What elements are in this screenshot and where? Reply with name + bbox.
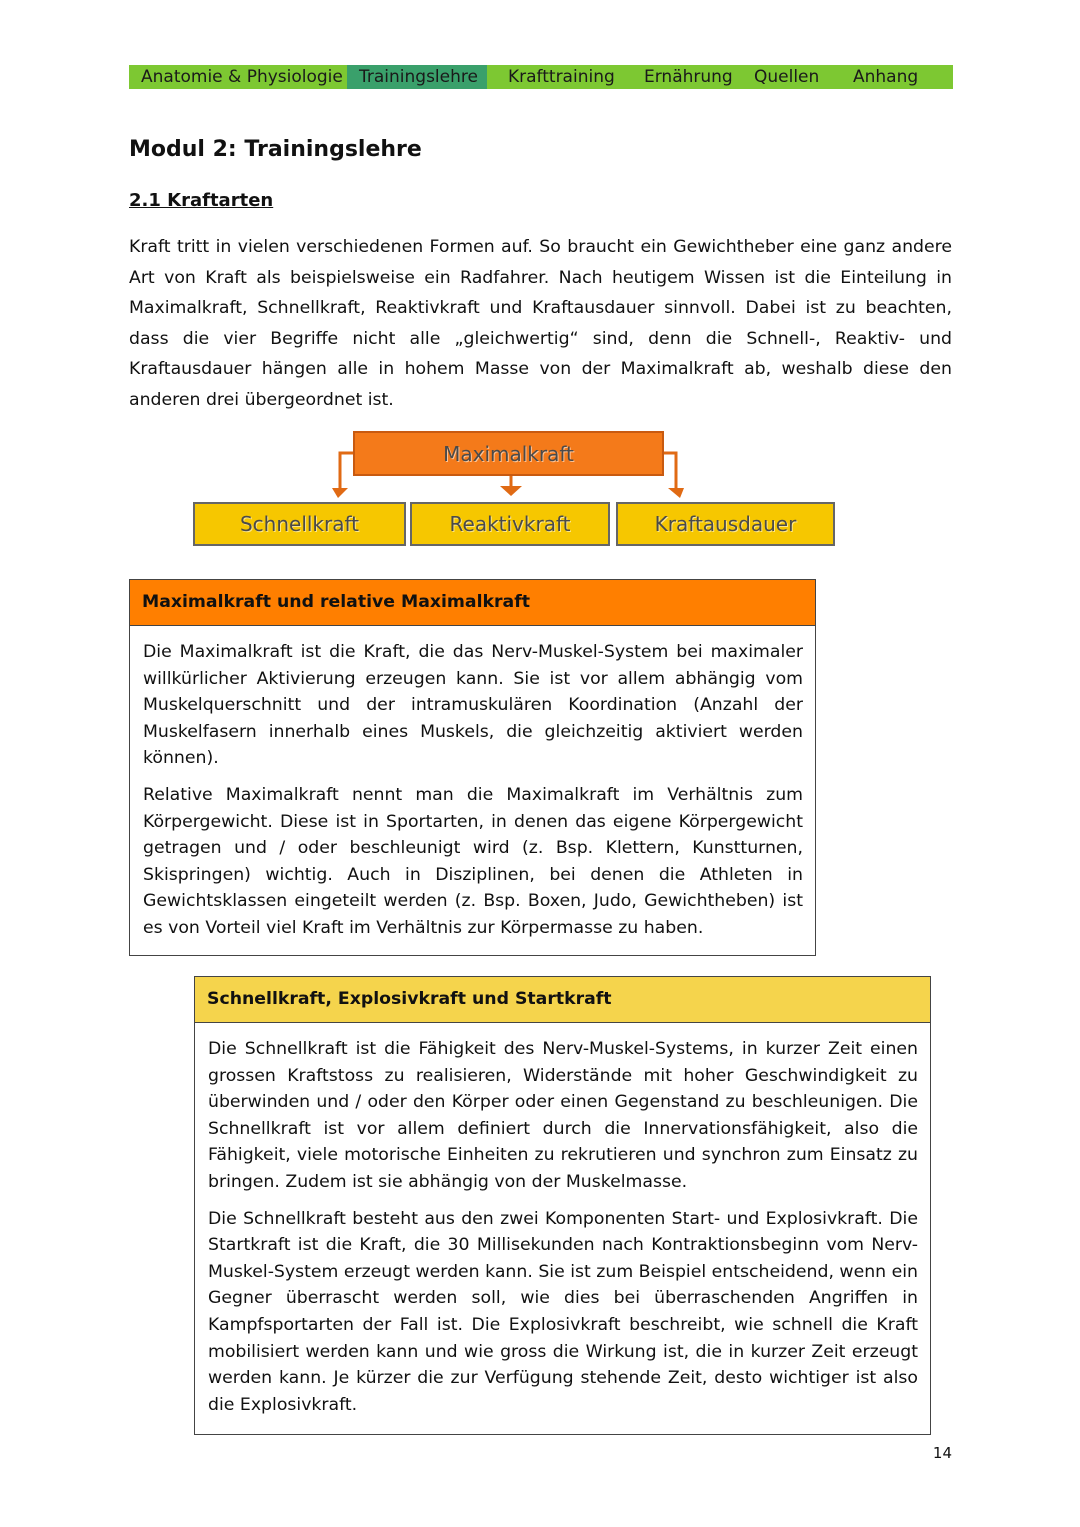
relative-maximalkraft-paragraph: Relative Maximalkraft nennt man die Maximalkraft im Verhältnis zum Körpergewicht. Diese ist in Sportarten, in denen das eigene Körpergewicht getragen und / oder beschleunigt wird (z. Bsp. Klettern, Kunstturnen, Skispringen) wichtig. Auch in Disziplinen, bei denen die Athleten in Gewichtsklassen eingeteilt werden (z. Bsp. Boxen, Judo, Gewichtheben) ist es von Vorteil viel Kraft im Verhältnis zur Körpermasse zu haben. [143,784,803,938]
nav-item-krafttraining[interactable]: Krafttraining [508,67,615,87]
arrowhead-right [668,488,684,498]
maximalkraft-paragraph: Die Maximalkraft ist die Kraft, die das Nerv-Muskel-System bei maximaler willkürlicher Aktivierung erzeugen kann. Sie ist vor allem abhängig vom Muskelquerschnitt und der intramuskulären Koordination (Anzahl der Muskelfasern innerhalb eines Muskels, die gleichzeitig aktiviert werden können). [143,642,803,769]
nav-item-ernaehrung[interactable]: Ernährung [644,67,733,87]
start-explosivkraft-paragraph: Die Schnellkraft besteht aus den zwei Komponenten Start- und Explosivkraft. Die Startkraft ist die Kraft, die 30 Millisekunden nach Kontraktionsbeginn vom Nerv-Muskel-System erzeugt werden kann. Sie ist zum Beispiel entscheidend, wenn ein Gegner überrascht werden soll, wie dies bei überraschenden Angriffen in Kampfsportarten der Fall ist. Die Explosivkraft beschreibt, wie schnell die Kraft mobilisiert werden kann und wie gross die Wirkung ist, die in kurzer Zeit erzeugt werden kann. Je kürzer die zur Verfügung stehende Zeit, desto wichtiger ist also die Explosivkraft. [208,1208,918,1415]
page-number: 14 [932,1444,952,1462]
intro-paragraph: Kraft tritt in vielen verschiedenen Formen auf. So braucht ein Gewichtheber eine ganz andere Art von Kraft als beispielsweise ein Radfahrer. Nach heutigem Wissen ist die Einteilung in Maximalkraft, Schnellkraft, Reaktivkraft und Kraftausdauer sinnvoll. Dabei ist zu beachten, dass die vier Begriffe nicht alle „gleichwertig“ sind, denn die Schnell-, Reaktiv- und Kraftausdauer hängen alle in hohem Masse von der Maximalkraft ab, weshalb diese den anderen drei übergeordnet ist. [129,237,952,410]
arrowhead-middle [500,486,522,496]
connector-right [664,453,676,490]
diagram-box-kraftausdauer: Kraftausdauer [616,502,835,546]
schnellkraft-box-title: Schnellkraft, Explosivkraft und Startkraft [195,977,930,1023]
top-navigation-bar [129,65,953,89]
connector-left [340,453,353,490]
maximalkraft-info-box [129,579,816,956]
nav-item-quellen[interactable]: Quellen [754,67,820,87]
section-title: 2.1 Kraftarten [129,190,274,211]
arrowhead-left [332,488,348,498]
module-title: Modul 2: Trainingslehre [129,137,422,162]
diagram-box-schnellkraft: Schnellkraft [193,502,406,546]
strength-types-diagram [190,428,840,550]
nav-item-anhang[interactable]: Anhang [853,67,919,87]
schnellkraft-info-box [194,976,931,1435]
maximalkraft-box-title: Maximalkraft und relative Maximalkraft [130,580,815,626]
diagram-box-reaktivkraft: Reaktivkraft [410,502,610,546]
diagram-box-maximalkraft: Maximalkraft [353,431,664,476]
schnellkraft-paragraph: Die Schnellkraft ist die Fähigkeit des Nerv-Muskel-Systems, in kurzer Zeit einen grossen Kraftstoss zu realisieren, Widerstände mit hoher Geschwindigkeit zu überwinden und / oder den Körper oder einen Gegenstand zu beschleunigen. Die Schnellkraft ist vor allem definiert durch die Innervationsfähigkeit, also die Fähigkeit, viele motorische Einheiten zu rekrutieren und synchron zum Einsatz zu bringen. Zudem ist sie abhängig von der Muskelmasse. [208,1039,918,1192]
nav-item-trainingslehre[interactable]: Trainingslehre [347,65,487,89]
nav-item-anatomie[interactable]: Anatomie & Physiologie [141,67,343,87]
